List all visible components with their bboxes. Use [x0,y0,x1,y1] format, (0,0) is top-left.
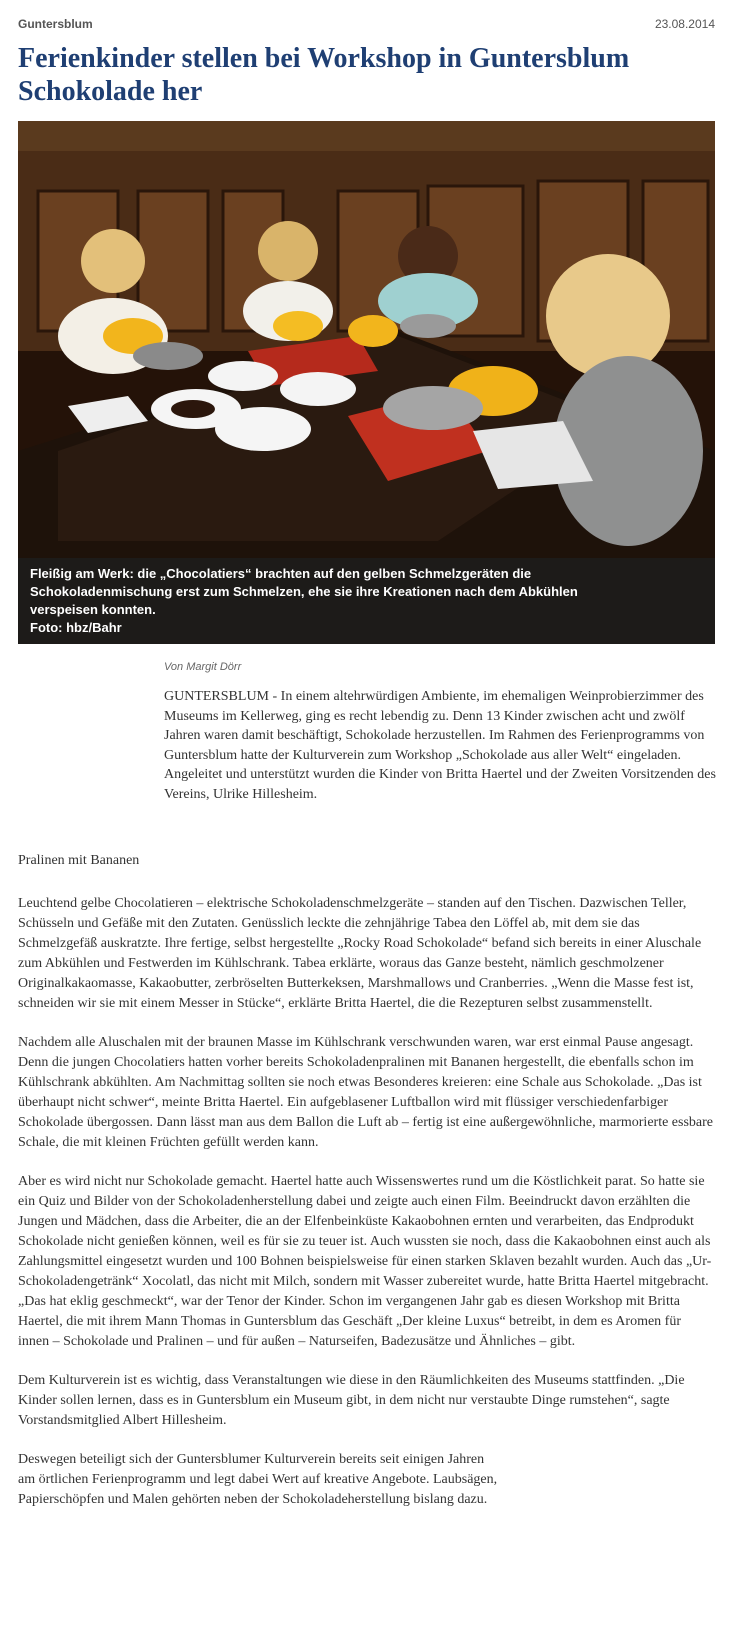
body-paragraph: Leuchtend gelbe Chocolatieren – elektrische Schokoladenschmelzgeräte – standen auf den Tischen. Dazwischen Teller, Schüsseln und Gefäße mit den Zutaten. Genüsslich leckte die zehnjährige Tabea den Löffel ab, mit dem sie das Schmelzgefäß auskratzte. Ihre fertige, selbst hergestellte „Rocky Road Schokolade“ befand sich bereits in einer Aluschale zum Abkühlen und Festwerden im Kühlschrank. Tabea erklärte, woraus das Ganze besteht, nämlich geschmolzener Originalkakaomasse, Kakaobutter, zerbröselten Butterkeksen, Marshmallows und Cranberries. „Wenn die Masse fest ist, schneiden wir sie mit einem Messer in Stücke“, erklärte Britta Haertel, die die Rezepturen selbst zusammenstellt. [18,896,702,1011]
date-label: 23.08.2014 [654,17,715,31]
body-paragraph: Aber es wird nicht nur Schokolade gemacht. Haertel hatte auch Wissenswertes rund um die Köstlichkeit parat. So hatte sie ein Quiz und Bilder von der Schokoladenherstellung dabei und zeigte auch einen Film. Beeindruckt davon erzählten die Jungen und Mädchen, dass die Arbeiter, die an der Elfenbeinküste Kakaobohnen ernten und verarbeiten, das Endprodukt Schokolade nicht genießen können, weil es für sie zu teuer ist. Auch wussten sie noch, dass die Kakaobohnen einst auch als Zahlungsmittel eingesetzt wurden und 100 Bohnen beispielsweise für einen starken Sklaven bezahlt wurden. Auch das „Ur-Schokoladengetränk“ Xocolatl, das nicht mit Milch, sondern mit Wasser zubereitet wurde, hatte Britta Haertel mitgebracht. „Das hat eklig geschmeckt“, war der Tenor der Kinder. Schon im vergangenen Jahr gab es diesen Workshop mit Britta Haertel, die mit ihrem Mann Thomas in Guntersblum das Geschäft „Der kleine Luxus“ betreibt, in dem es Aromen für innen – Schokolade und Pralinen – und für außen – Naturseifen, Badezusätze und Ähnliches – gibt. [18,1174,712,1349]
article-body [18,851,715,1529]
article-headline: Ferienkinder stellen bei Workshop in Guntersblum Schokolade her [18,43,630,107]
article-meta [18,14,715,34]
photo-caption [18,558,715,644]
lead-paragraph: GUNTERSBLUM - In einem altehrwürdigen Ambiente, im ehemaligen Weinprobierzimmer des Museums im Kellerweg, ging es recht lebendig zu. Denn 13 Kinder zwischen acht und zwölf Jahren waren damit beschäftigt, Schokolade herzustellen. Im Rahmen des Ferienprogramms von Guntersblum hatte der Kulturverein zum Workshop „Schokolade aus aller Welt“ eingeladen. Angeleitet und unterstützt wurden die Kinder von Britta Haertel und der Zweiten Vorsitzenden des Vereins, Ulrike Hillesheim. [164,689,716,802]
body-paragraph: Deswegen beteiligt sich der Guntersblumer Kulturverein bereits seit einigen Jahren am örtlichen Ferienprogramm und legt dabei Wert auf kreative Angebote. Laubsägen, Papierschöpfen und Malen gehörten neben der Schokoladeherstellung bislang dazu. [18,1452,498,1507]
subheading: Pralinen mit Bananen [18,853,140,868]
byline: Von Margit Dörr [164,661,242,673]
location-label: Guntersblum [18,17,93,31]
caption-line: verspeisen konnten. [30,602,156,617]
caption-line: Schokoladenmischung erst zum Schmelzen, ehe sie ihre Kreationen nach dem Abkühlen [30,584,578,599]
body-paragraph: Dem Kulturverein ist es wichtig, dass Veranstaltungen wie diese in den Räumlichkeiten des Museums stattfinden. „Die Kinder sollen lernen, dass es in Guntersblum ein Museum gibt, in dem nicht nur verstaubte Dinge rumstehen“, sagte Vorstandsmitglied Albert Hillesheim. [18,1373,685,1428]
caption-line: Fleißig am Werk: die „Chocolatiers“ brachten auf den gelben Schmelzgeräten die [30,566,532,581]
photo-credit: Foto: hbz/Bahr [30,620,122,635]
body-paragraph: Nachdem alle Aluschalen mit der braunen Masse im Kühlschrank verschwunden waren, war erst einmal Pause angesagt. Denn die jungen Chocolatiers hatten vorher bereits Schokoladenpralinen mit Bananen hergestellt, die ebenfalls schon im Kühlschrank abkühlten. Am Nachmittag sollten sie noch etwas Besonderes kreieren: eine Schale aus Schokolade. „Das ist überhaupt nicht schwer“, meinte Britta Haertel. Ein aufgeblasener Luftballon wird mit flüssiger verschiedenfarbiger Schokolade übergossen. Dann lässt man aus dem Ballon die Luft ab – fertig ist eine außergewöhnliche, marmorierte essbare Schale, die mit kleinen Früchten gefüllt werden kann. [18,1035,714,1150]
article-photo [18,121,715,644]
